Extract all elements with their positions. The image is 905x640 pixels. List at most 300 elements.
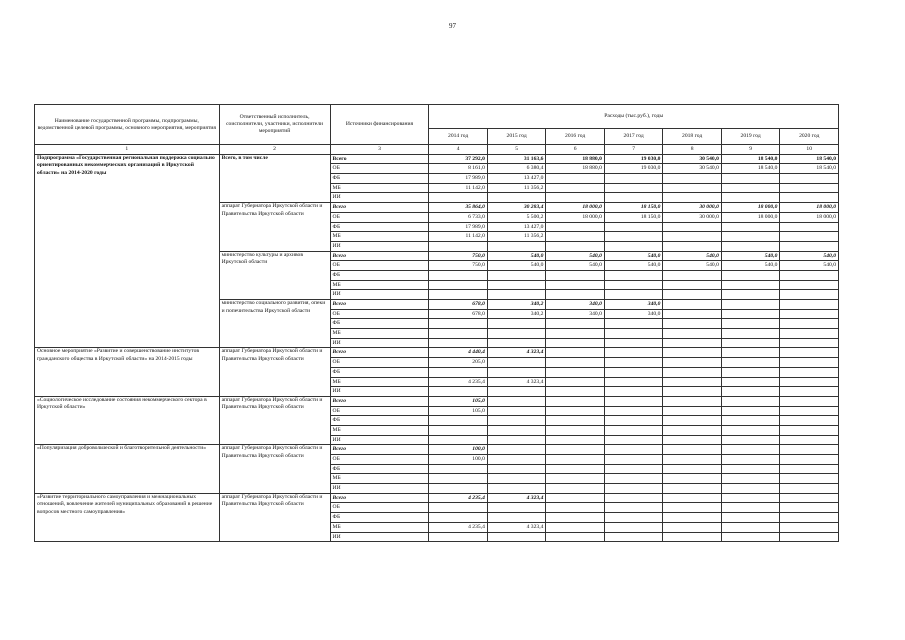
value-cell: 19 030,0 <box>604 164 663 174</box>
value-cell <box>663 513 722 523</box>
value-cell <box>721 193 780 203</box>
value-cell <box>604 193 663 203</box>
value-cell: 750,0 <box>429 251 488 261</box>
value-cell <box>487 406 546 416</box>
value-cell <box>663 493 722 503</box>
source-cell: ИИ <box>330 290 429 300</box>
value-cell: 30 540,0 <box>663 154 722 164</box>
value-cell <box>429 193 488 203</box>
value-cell <box>780 493 839 503</box>
value-cell <box>546 464 605 474</box>
value-cell <box>604 241 663 251</box>
value-cell <box>721 300 780 310</box>
value-cell <box>487 484 546 494</box>
value-cell: 6 733,0 <box>429 212 488 222</box>
value-cell <box>780 425 839 435</box>
source-cell: Всего <box>330 251 429 261</box>
header-col-number: 4 <box>429 145 488 155</box>
value-cell <box>546 270 605 280</box>
source-cell: ИИ <box>330 338 429 348</box>
value-cell <box>663 232 722 242</box>
value-cell <box>604 174 663 184</box>
value-cell <box>663 464 722 474</box>
value-cell: 540,0 <box>721 261 780 271</box>
value-cell <box>721 532 780 542</box>
value-cell <box>663 309 722 319</box>
value-cell <box>780 522 839 532</box>
value-cell <box>604 183 663 193</box>
value-cell <box>721 445 780 455</box>
value-cell <box>546 367 605 377</box>
value-cell <box>663 348 722 358</box>
value-cell <box>721 367 780 377</box>
value-cell <box>721 241 780 251</box>
source-cell: ОБ <box>330 503 429 513</box>
value-cell <box>546 493 605 503</box>
value-cell <box>487 241 546 251</box>
value-cell <box>780 396 839 406</box>
value-cell: 678,0 <box>429 300 488 310</box>
value-cell <box>487 396 546 406</box>
source-cell: ОБ <box>330 164 429 174</box>
value-cell <box>604 503 663 513</box>
value-cell: 18 540,0 <box>721 154 780 164</box>
value-cell: 18 000,0 <box>780 203 839 213</box>
value-cell <box>604 280 663 290</box>
value-cell: 13 427,0 <box>487 174 546 184</box>
value-cell: 4 323,4 <box>487 377 546 387</box>
value-cell: 4 323,4 <box>487 493 546 503</box>
header-executor: Ответственный исполнитель, соисполнители, участники, исполнители мероприятий <box>219 105 330 145</box>
value-cell: 4 323,4 <box>487 348 546 358</box>
block-name: Подпрограмма «Государственная региональная поддержка социально ориентированных некоммерческих организаций в Иркутской области» на 2014-2020 годы <box>35 154 220 348</box>
value-cell <box>780 474 839 484</box>
source-cell: ФБ <box>330 367 429 377</box>
source-cell: ИИ <box>330 435 429 445</box>
source-cell: МБ <box>330 183 429 193</box>
value-cell: 540,0 <box>663 251 722 261</box>
value-cell <box>604 329 663 339</box>
value-cell: 18 880,0 <box>546 164 605 174</box>
value-cell <box>546 193 605 203</box>
value-cell <box>663 435 722 445</box>
value-cell: 18 150,0 <box>604 212 663 222</box>
value-cell <box>780 300 839 310</box>
value-cell <box>721 513 780 523</box>
value-cell <box>604 387 663 397</box>
value-cell: 18 540,0 <box>780 154 839 164</box>
source-cell: МБ <box>330 329 429 339</box>
value-cell <box>663 183 722 193</box>
value-cell <box>546 183 605 193</box>
header-col-number: 9 <box>721 145 780 155</box>
value-cell: 678,0 <box>429 309 488 319</box>
value-cell: 11 356,2 <box>487 183 546 193</box>
value-cell <box>604 474 663 484</box>
value-cell <box>487 445 546 455</box>
value-cell <box>721 174 780 184</box>
financing-table <box>34 104 839 542</box>
value-cell <box>487 532 546 542</box>
value-cell <box>663 503 722 513</box>
header-expenses: Расходы (тыс.руб.), годы <box>429 105 839 129</box>
value-cell <box>487 503 546 513</box>
table-row <box>35 348 839 358</box>
header-col-number: 10 <box>780 145 839 155</box>
value-cell <box>780 183 839 193</box>
value-cell <box>663 319 722 329</box>
value-cell <box>721 425 780 435</box>
value-cell <box>721 484 780 494</box>
source-cell: ФБ <box>330 513 429 523</box>
value-cell <box>546 290 605 300</box>
value-cell: 11 142,0 <box>429 183 488 193</box>
source-cell: ФБ <box>330 174 429 184</box>
header-col-number: 6 <box>546 145 605 155</box>
value-cell: 30 000,0 <box>663 212 722 222</box>
value-cell <box>663 445 722 455</box>
value-cell <box>663 377 722 387</box>
value-cell: 340,0 <box>546 300 605 310</box>
value-cell: 540,0 <box>487 251 546 261</box>
table-row <box>35 154 839 164</box>
source-cell: ИИ <box>330 241 429 251</box>
value-cell <box>663 484 722 494</box>
header-col-number: 7 <box>604 145 663 155</box>
value-cell <box>546 280 605 290</box>
value-cell <box>721 290 780 300</box>
value-cell: 540,0 <box>780 261 839 271</box>
value-cell <box>546 377 605 387</box>
value-cell <box>546 232 605 242</box>
value-cell <box>604 445 663 455</box>
value-cell <box>780 241 839 251</box>
value-cell <box>663 300 722 310</box>
value-cell <box>721 387 780 397</box>
value-cell <box>780 174 839 184</box>
value-cell <box>604 270 663 280</box>
value-cell <box>780 455 839 465</box>
value-cell <box>780 309 839 319</box>
value-cell: 340,0 <box>604 300 663 310</box>
header-col-number: 5 <box>487 145 546 155</box>
value-cell: 17 989,0 <box>429 222 488 232</box>
value-cell: 100,0 <box>429 455 488 465</box>
value-cell: 540,0 <box>604 251 663 261</box>
source-cell: ОБ <box>330 261 429 271</box>
value-cell <box>487 270 546 280</box>
source-cell: ИИ <box>330 484 429 494</box>
value-cell <box>604 406 663 416</box>
value-cell: 18 540,0 <box>721 164 780 174</box>
value-cell <box>604 290 663 300</box>
value-cell <box>780 377 839 387</box>
value-cell: 540,0 <box>546 251 605 261</box>
source-cell: ФБ <box>330 270 429 280</box>
source-cell: МБ <box>330 377 429 387</box>
value-cell: 340,2 <box>487 309 546 319</box>
source-cell: Всего <box>330 348 429 358</box>
value-cell <box>429 329 488 339</box>
value-cell <box>721 522 780 532</box>
header-year: 2019 год <box>721 129 780 145</box>
value-cell <box>663 338 722 348</box>
value-cell <box>780 513 839 523</box>
value-cell <box>663 270 722 280</box>
value-cell <box>487 329 546 339</box>
value-cell: 30 540,0 <box>663 164 722 174</box>
value-cell <box>487 435 546 445</box>
value-cell: 30 000,0 <box>663 203 722 213</box>
value-cell: 340,0 <box>604 309 663 319</box>
value-cell <box>429 532 488 542</box>
executor-name: Всего, в том числе <box>219 154 330 202</box>
value-cell <box>429 464 488 474</box>
value-cell <box>663 290 722 300</box>
value-cell <box>546 358 605 368</box>
value-cell <box>721 396 780 406</box>
header-col-number: 8 <box>663 145 722 155</box>
value-cell <box>721 329 780 339</box>
value-cell <box>721 464 780 474</box>
source-cell: ФБ <box>330 416 429 426</box>
source-cell: Всего <box>330 300 429 310</box>
value-cell <box>780 503 839 513</box>
value-cell <box>663 474 722 484</box>
header-name: Наименование государственной программы, подпрограммы, ведомственной целевой программы, основного мероприятия, мероприятия <box>35 105 220 145</box>
value-cell <box>780 484 839 494</box>
value-cell: 11 356,2 <box>487 232 546 242</box>
value-cell <box>721 222 780 232</box>
value-cell <box>546 416 605 426</box>
value-cell <box>546 396 605 406</box>
value-cell <box>604 348 663 358</box>
table-row <box>35 493 839 503</box>
value-cell <box>721 474 780 484</box>
value-cell <box>604 464 663 474</box>
value-cell <box>546 174 605 184</box>
value-cell <box>663 532 722 542</box>
value-cell <box>604 435 663 445</box>
executor-name: министерство социального развития, опеки и попечительства Иркутской области <box>219 300 330 348</box>
value-cell <box>429 290 488 300</box>
executor-name: аппарат Губернатора Иркутской области и Правительства Иркутской области <box>219 203 330 251</box>
value-cell <box>663 396 722 406</box>
value-cell <box>604 532 663 542</box>
value-cell <box>604 222 663 232</box>
value-cell <box>546 513 605 523</box>
value-cell <box>721 232 780 242</box>
source-cell: МБ <box>330 425 429 435</box>
value-cell <box>721 319 780 329</box>
value-cell <box>721 377 780 387</box>
value-cell: 17 989,0 <box>429 174 488 184</box>
value-cell <box>721 309 780 319</box>
value-cell <box>721 503 780 513</box>
value-cell <box>780 416 839 426</box>
value-cell: 105,0 <box>429 406 488 416</box>
value-cell: 205,0 <box>429 358 488 368</box>
executor-name: министерство культуры и архивов Иркутской области <box>219 251 330 299</box>
source-cell: ИИ <box>330 532 429 542</box>
source-cell: МБ <box>330 474 429 484</box>
value-cell <box>546 474 605 484</box>
value-cell: 13 427,0 <box>487 222 546 232</box>
block-name: «Социологическое исследование состояния некоммерческого сектора в Иркутской области» <box>35 396 220 444</box>
value-cell <box>663 329 722 339</box>
header-year: 2017 год <box>604 129 663 145</box>
value-cell <box>546 522 605 532</box>
value-cell <box>429 513 488 523</box>
value-cell <box>780 222 839 232</box>
value-cell <box>429 367 488 377</box>
header-year: 2016 год <box>546 129 605 145</box>
value-cell <box>487 193 546 203</box>
value-cell <box>546 445 605 455</box>
value-cell: 31 163,6 <box>487 154 546 164</box>
value-cell <box>429 280 488 290</box>
value-cell <box>546 455 605 465</box>
value-cell <box>487 425 546 435</box>
value-cell: 8 161,0 <box>429 164 488 174</box>
value-cell <box>663 425 722 435</box>
source-cell: Всего <box>330 396 429 406</box>
value-cell <box>546 338 605 348</box>
value-cell <box>780 329 839 339</box>
value-cell <box>429 241 488 251</box>
value-cell <box>546 329 605 339</box>
value-cell <box>721 455 780 465</box>
value-cell <box>663 406 722 416</box>
value-cell <box>780 387 839 397</box>
value-cell <box>604 367 663 377</box>
value-cell <box>546 387 605 397</box>
source-cell: МБ <box>330 522 429 532</box>
value-cell <box>780 435 839 445</box>
source-cell: ОБ <box>330 309 429 319</box>
value-cell: 540,0 <box>604 261 663 271</box>
executor-name: аппарат Губернатора Иркутской области и Правительства Иркутской области <box>219 348 330 396</box>
value-cell <box>429 319 488 329</box>
source-cell: ФБ <box>330 464 429 474</box>
executor-name: аппарат Губернатора Иркутской области и Правительства Иркутской области <box>219 493 330 541</box>
value-cell: 750,0 <box>429 261 488 271</box>
source-cell: Всего <box>330 445 429 455</box>
value-cell <box>663 174 722 184</box>
executor-name: аппарат Губернатора Иркутской области и Правительства Иркутской области <box>219 396 330 444</box>
source-cell: МБ <box>330 232 429 242</box>
value-cell <box>546 406 605 416</box>
value-cell: 540,0 <box>487 261 546 271</box>
value-cell: 540,0 <box>780 251 839 261</box>
header-year: 2020 год <box>780 129 839 145</box>
value-cell <box>487 338 546 348</box>
source-cell: ОБ <box>330 358 429 368</box>
value-cell <box>429 270 488 280</box>
value-cell <box>429 503 488 513</box>
value-cell: 540,0 <box>663 261 722 271</box>
source-cell: ИИ <box>330 387 429 397</box>
value-cell <box>604 396 663 406</box>
value-cell <box>780 348 839 358</box>
value-cell <box>663 241 722 251</box>
value-cell <box>604 484 663 494</box>
value-cell <box>604 513 663 523</box>
value-cell <box>487 367 546 377</box>
value-cell <box>780 406 839 416</box>
value-cell <box>780 319 839 329</box>
header-year: 2014 год <box>429 129 488 145</box>
value-cell <box>780 367 839 377</box>
value-cell <box>663 358 722 368</box>
value-cell <box>604 425 663 435</box>
value-cell <box>721 435 780 445</box>
value-cell <box>721 183 780 193</box>
value-cell <box>780 290 839 300</box>
value-cell: 340,0 <box>546 309 605 319</box>
value-cell <box>429 474 488 484</box>
value-cell <box>604 358 663 368</box>
block-name: «Популяризация добровольческой и благотворительной деятельности» <box>35 445 220 493</box>
source-cell: ФБ <box>330 319 429 329</box>
value-cell <box>429 338 488 348</box>
page-number: 97 <box>449 22 456 30</box>
value-cell <box>663 416 722 426</box>
value-cell: 18 000,0 <box>721 212 780 222</box>
value-cell <box>780 232 839 242</box>
value-cell <box>604 319 663 329</box>
source-cell: ОБ <box>330 455 429 465</box>
header-col-number: 2 <box>219 145 330 155</box>
value-cell: 340,2 <box>487 300 546 310</box>
value-cell <box>546 425 605 435</box>
value-cell <box>780 338 839 348</box>
value-cell: 6 380,4 <box>487 164 546 174</box>
value-cell <box>721 493 780 503</box>
value-cell <box>721 348 780 358</box>
value-cell: 105,0 <box>429 396 488 406</box>
block-name: Основное мероприятие «Развитие и совершенствование институтов гражданского общества в Иркутской области» на 2014-2015 годы <box>35 348 220 396</box>
value-cell <box>604 493 663 503</box>
value-cell <box>721 270 780 280</box>
value-cell: 11 142,0 <box>429 232 488 242</box>
value-cell <box>780 532 839 542</box>
value-cell <box>487 474 546 484</box>
value-cell <box>780 464 839 474</box>
value-cell <box>721 406 780 416</box>
table-row <box>35 396 839 406</box>
value-cell <box>429 484 488 494</box>
source-cell: ИИ <box>330 193 429 203</box>
source-cell: ОБ <box>330 212 429 222</box>
value-cell: 4 235,4 <box>429 493 488 503</box>
value-cell <box>546 484 605 494</box>
value-cell <box>487 387 546 397</box>
value-cell: 18 000,0 <box>721 203 780 213</box>
source-cell: ФБ <box>330 222 429 232</box>
value-cell: 4 235,4 <box>429 377 488 387</box>
executor-name: аппарат Губернатора Иркутской области и Правительства Иркутской области <box>219 445 330 493</box>
header-source: Источники финансирования <box>330 105 429 145</box>
value-cell <box>546 348 605 358</box>
table-row <box>35 445 839 455</box>
value-cell <box>663 193 722 203</box>
source-cell: Всего <box>330 203 429 213</box>
value-cell <box>663 367 722 377</box>
value-cell: 19 030,0 <box>604 154 663 164</box>
value-cell <box>663 280 722 290</box>
value-cell <box>487 513 546 523</box>
